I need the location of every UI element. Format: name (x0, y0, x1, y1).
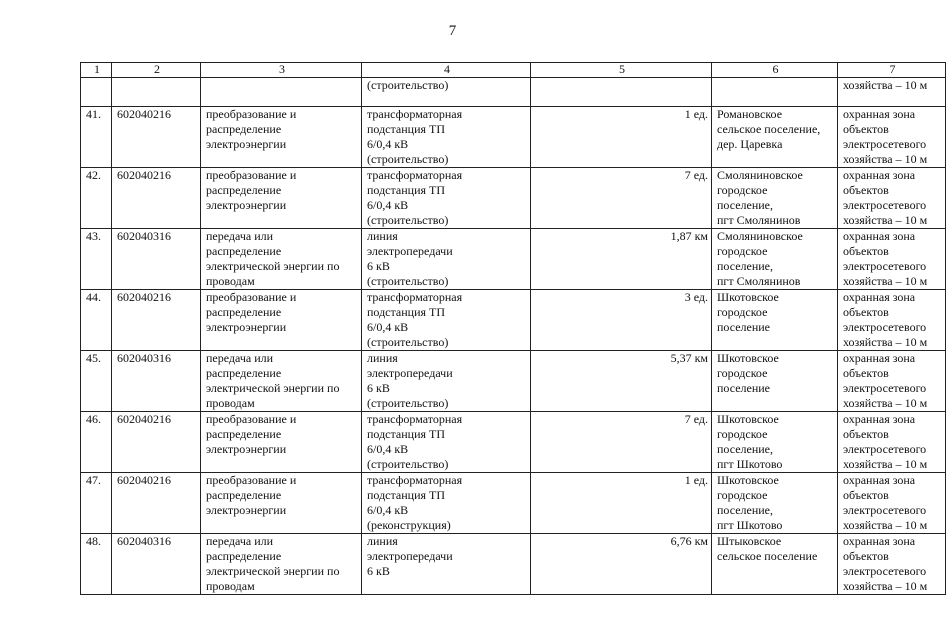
code-cell: 602040216 (112, 473, 201, 534)
column-number: 7 (838, 63, 946, 78)
zone-cell: охранная зона объектов электросетевого хозяйства – 10 м (838, 351, 946, 412)
purpose-cell: преобразование и распределение электроэнергии (201, 107, 362, 168)
location-cell: Шкотовское городское поселение (712, 351, 838, 412)
column-number: 3 (201, 63, 362, 78)
row-number-cell: 46. (81, 412, 112, 473)
zone-cell: охранная зона объектов электросетевого хозяйства – 10 м (838, 473, 946, 534)
purpose-cell: передача или распределение электрической энергии по проводам (201, 229, 362, 290)
location-cell: Шкотовское городское поселение, пгт Шкотово (712, 473, 838, 534)
object-cell: трансформаторная подстанция ТП 6/0,4 кВ (реконструкция) (362, 473, 531, 534)
zone-cell: охранная зона объектов электросетевого хозяйства – 10 м (838, 168, 946, 229)
column-number-row (81, 63, 946, 78)
zone-cell: охранная зона объектов электросетевого хозяйства – 10 м (838, 290, 946, 351)
column-number: 6 (712, 63, 838, 78)
purpose-cell: преобразование и распределение электроэнергии (201, 290, 362, 351)
table-row (81, 107, 946, 168)
quantity-cell: 1 ед. (531, 473, 712, 534)
quantity-cell: 3 ед. (531, 290, 712, 351)
table-cell (712, 78, 838, 107)
quantity-cell: 1,87 км (531, 229, 712, 290)
quantity-cell: 7 ед. (531, 168, 712, 229)
object-cell: линия электропередачи 6 кВ (362, 534, 531, 595)
table-cell: хозяйства – 10 м (838, 78, 946, 107)
table-row (81, 168, 946, 229)
table-row (81, 229, 946, 290)
row-number-cell: 45. (81, 351, 112, 412)
table-cell (81, 78, 112, 107)
row-number-cell: 43. (81, 229, 112, 290)
quantity-cell: 7 ед. (531, 412, 712, 473)
code-cell: 602040316 (112, 351, 201, 412)
table-cell (112, 78, 201, 107)
object-cell: трансформаторная подстанция ТП 6/0,4 кВ (строительство) (362, 107, 531, 168)
table-row (81, 473, 946, 534)
table-row (81, 290, 946, 351)
row-number-cell: 48. (81, 534, 112, 595)
table-cell (531, 78, 712, 107)
object-cell: линия электропередачи 6 кВ (строительство) (362, 229, 531, 290)
purpose-cell: передача или распределение электрической энергии по проводам (201, 534, 362, 595)
zone-cell: охранная зона объектов электросетевого хозяйства – 10 м (838, 412, 946, 473)
zone-cell: охранная зона объектов электросетевого хозяйства – 10 м (838, 229, 946, 290)
zone-cell: охранная зона объектов электросетевого хозяйства – 10 м (838, 107, 946, 168)
code-cell: 602040316 (112, 534, 201, 595)
table-body (81, 63, 946, 595)
object-cell: трансформаторная подстанция ТП 6/0,4 кВ (строительство) (362, 412, 531, 473)
purpose-cell: передача или распределение электрической энергии по проводам (201, 351, 362, 412)
table-cell (201, 78, 362, 107)
location-cell: Штыковское сельское поселение (712, 534, 838, 595)
table-row (81, 351, 946, 412)
object-cell: трансформаторная подстанция ТП 6/0,4 кВ (строительство) (362, 290, 531, 351)
continuation-row (81, 78, 946, 107)
purpose-cell: преобразование и распределение электроэнергии (201, 412, 362, 473)
table-row (81, 534, 946, 595)
quantity-cell: 6,76 км (531, 534, 712, 595)
table-row (81, 412, 946, 473)
object-cell: трансформаторная подстанция ТП 6/0,4 кВ (строительство) (362, 168, 531, 229)
row-number-cell: 44. (81, 290, 112, 351)
code-cell: 602040216 (112, 168, 201, 229)
column-number: 5 (531, 63, 712, 78)
table-cell: (строительство) (362, 78, 531, 107)
location-cell: Шкотовское городское поселение (712, 290, 838, 351)
row-number-cell: 42. (81, 168, 112, 229)
page-number: 7 (448, 23, 457, 39)
column-number: 1 (81, 63, 112, 78)
row-number-cell: 47. (81, 473, 112, 534)
location-cell: Смоляниновское городское поселение, пгт Смолянинов (712, 168, 838, 229)
zone-cell: охранная зона объектов электросетевого хозяйства – 10 м (838, 534, 946, 595)
quantity-cell: 1 ед. (531, 107, 712, 168)
purpose-cell: преобразование и распределение электроэнергии (201, 168, 362, 229)
location-cell: Смоляниновское городское поселение, пгт Смолянинов (712, 229, 838, 290)
column-number: 4 (362, 63, 531, 78)
purpose-cell: преобразование и распределение электроэнергии (201, 473, 362, 534)
code-cell: 602040216 (112, 290, 201, 351)
column-number: 2 (112, 63, 201, 78)
location-cell: Романовское сельское поселение, дер. Царевка (712, 107, 838, 168)
code-cell: 602040216 (112, 412, 201, 473)
code-cell: 602040316 (112, 229, 201, 290)
row-number-cell: 41. (81, 107, 112, 168)
code-cell: 602040216 (112, 107, 201, 168)
quantity-cell: 5,37 км (531, 351, 712, 412)
data-table (80, 62, 946, 595)
object-cell: линия электропередачи 6 кВ (строительство) (362, 351, 531, 412)
location-cell: Шкотовское городское поселение, пгт Шкотово (712, 412, 838, 473)
